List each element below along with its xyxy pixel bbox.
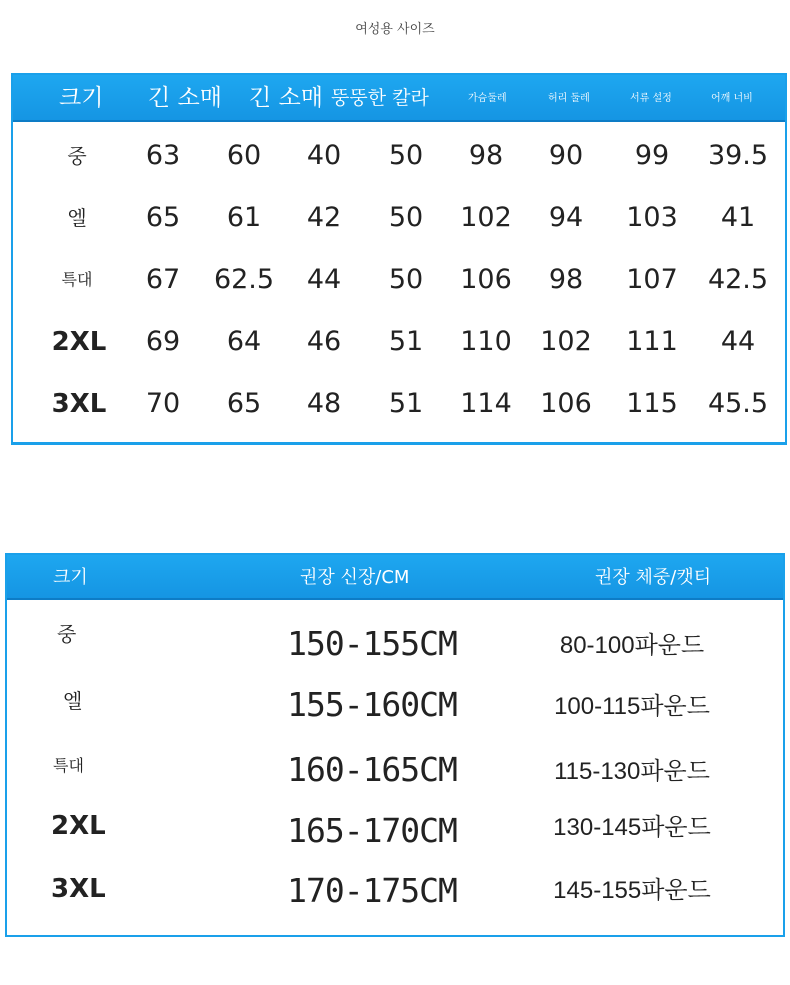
size-label: 2XL — [51, 327, 107, 357]
table-row — [7, 795, 783, 857]
table-row — [7, 670, 783, 732]
weight-range: 80-100파운드 — [559, 632, 705, 659]
weight-range: 145-155파운드 — [553, 877, 711, 904]
table-cell: 102 — [540, 326, 592, 357]
table-cell: 70 — [145, 388, 181, 419]
table-cell: 98 — [548, 264, 584, 295]
table-row — [13, 311, 785, 373]
table-cell: 42.5 — [707, 264, 769, 295]
weight-range: 130-145파운드 — [553, 814, 711, 841]
size-label: 특대 — [53, 756, 84, 775]
table-cell: 110 — [460, 326, 512, 357]
table-row — [7, 858, 783, 920]
table-cell: 94 — [548, 202, 584, 233]
table-cell: 111 — [626, 326, 678, 357]
page-title: 여성용 사이즈 — [355, 22, 435, 37]
table-cell: 98 — [468, 140, 504, 171]
header-chest: 가슴둘레 — [468, 93, 507, 104]
header-sleeve-2: 긴 소매 — [249, 85, 323, 111]
table-cell: 90 — [548, 140, 584, 171]
table-cell: 51 — [388, 388, 424, 419]
table-row — [13, 125, 785, 187]
weight-range: 115-130파운드 — [554, 758, 710, 785]
table-cell: 102 — [460, 202, 512, 233]
recommendation-table — [5, 553, 785, 937]
table-cell: 46 — [306, 326, 342, 357]
header-size: 크기 — [53, 567, 88, 588]
table-cell: 50 — [388, 264, 424, 295]
table-row — [7, 603, 783, 665]
header-length: 서류 설정 — [630, 93, 672, 104]
header-size: 크기 — [59, 85, 104, 111]
table-cell: 67 — [145, 264, 181, 295]
size-label: 엘 — [67, 206, 87, 230]
table-cell: 44 — [306, 264, 342, 295]
table-cell: 45.5 — [707, 388, 769, 419]
header-waist: 허리 둘레 — [548, 93, 590, 104]
height-range: 155-160CM — [287, 685, 457, 724]
table-cell: 40 — [306, 140, 342, 171]
table-cell: 65 — [145, 202, 181, 233]
table-cell: 48 — [306, 388, 342, 419]
header-height: 권장 신장/CM — [300, 567, 410, 588]
table-cell: 106 — [540, 388, 592, 419]
header-collar: 뚱뚱한 칼라 — [331, 87, 429, 109]
table-cell: 99 — [634, 140, 670, 171]
header-weight: 권장 체중/캣티 — [595, 567, 712, 588]
table-cell: 103 — [626, 202, 678, 233]
table-row — [13, 249, 785, 311]
size-label: 중 — [57, 622, 77, 646]
size-label: 3XL — [51, 874, 106, 904]
size-label: 중 — [67, 144, 87, 168]
size-label: 2XL — [51, 811, 106, 841]
header-shoulder: 어깨 너비 — [711, 93, 753, 104]
table-cell: 107 — [626, 264, 678, 295]
height-range: 150-155CM — [287, 624, 457, 663]
table-cell: 106 — [460, 264, 512, 295]
size-label: 엘 — [63, 689, 83, 713]
table-cell: 60 — [226, 140, 262, 171]
table-cell: 64 — [226, 326, 262, 357]
table-cell: 42 — [306, 202, 342, 233]
table-cell: 69 — [145, 326, 181, 357]
table-cell: 61 — [226, 202, 262, 233]
table-row — [13, 373, 785, 435]
table-row — [13, 187, 785, 249]
measurement-table — [11, 73, 787, 445]
recommendation-table-header — [7, 555, 783, 600]
table-cell: 65 — [226, 388, 262, 419]
size-label: 특대 — [61, 270, 93, 289]
table-cell: 115 — [626, 388, 678, 419]
table-cell: 62.5 — [213, 264, 275, 295]
table-cell: 39.5 — [707, 140, 769, 171]
table-cell: 50 — [388, 140, 424, 171]
table-cell: 41 — [720, 202, 756, 233]
table-cell: 44 — [720, 326, 756, 357]
height-range: 165-170CM — [287, 811, 457, 850]
table-cell: 63 — [145, 140, 181, 171]
height-range: 160-165CM — [287, 750, 457, 789]
table-row — [7, 735, 783, 797]
weight-range: 100-115파운드 — [554, 693, 710, 720]
size-label: 3XL — [51, 389, 107, 419]
measurement-table-header — [13, 75, 785, 122]
header-sleeve-1: 긴 소매 — [148, 85, 222, 111]
table-cell: 50 — [388, 202, 424, 233]
table-cell: 114 — [460, 388, 512, 419]
height-range: 170-175CM — [287, 871, 457, 910]
table-cell: 51 — [388, 326, 424, 357]
